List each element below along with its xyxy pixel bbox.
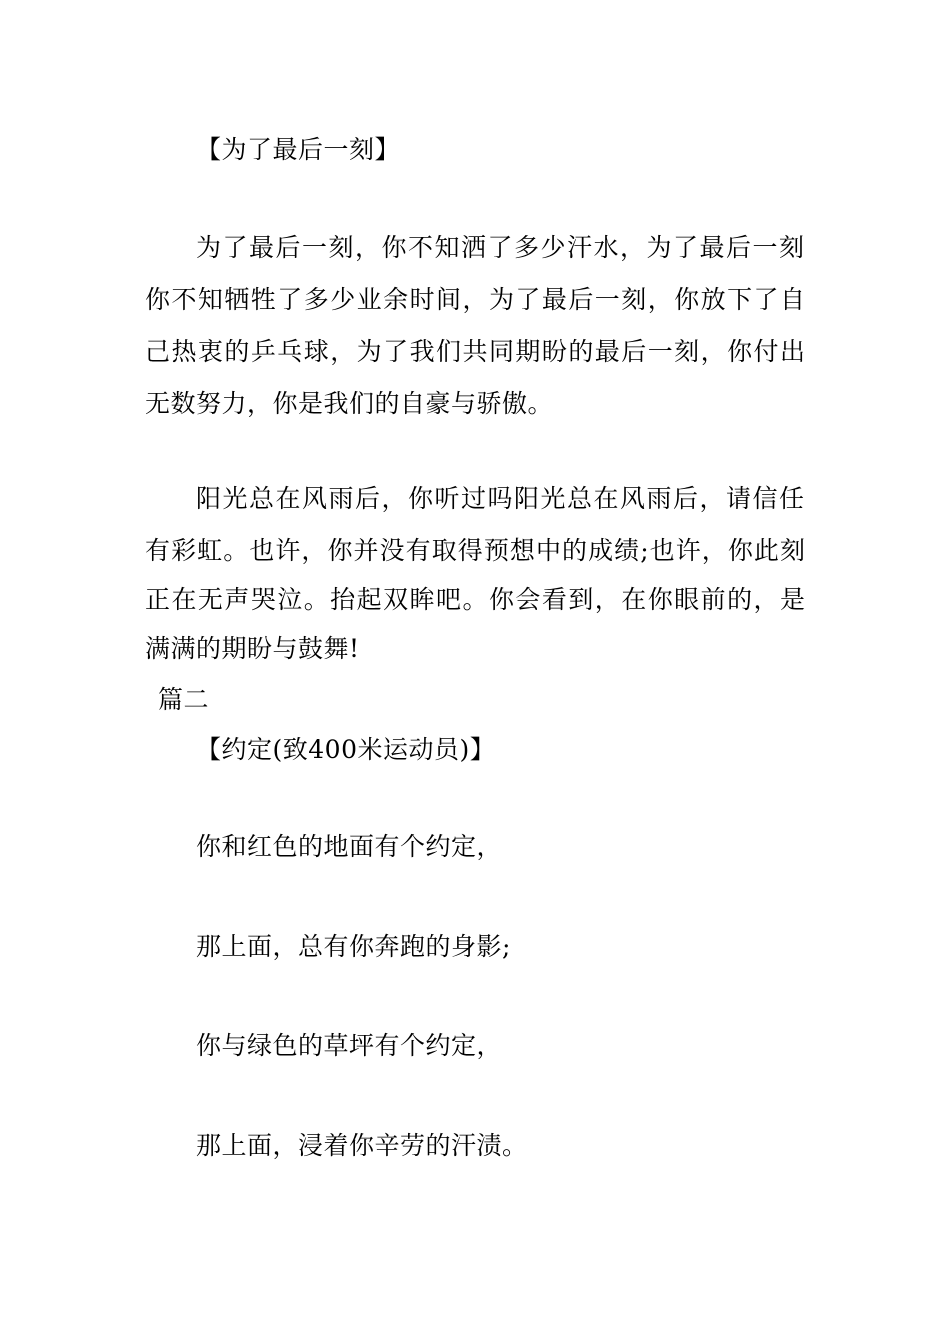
poem-line-3: 你与绿色的草坪有个约定， — [196, 1031, 503, 1060]
poem-line-1: 你和红色的地面有个约定， — [196, 832, 503, 861]
paragraph1-line-4: 无数努力，你是我们的自豪与骄傲。 — [145, 389, 554, 418]
section2-title: 【约定(致400米运动员)】 — [196, 735, 496, 764]
paragraph1-line-3: 己热衷的乒乓球，为了我们共同期盼的最后一刻，你付出 — [145, 337, 805, 366]
poem-line-2: 那上面，总有你奔跑的身影; — [196, 932, 511, 961]
section1-title: 【为了最后一刻】 — [196, 135, 401, 164]
poem-line-4: 那上面，浸着你辛劳的汗渍。 — [196, 1131, 528, 1160]
paragraph1-line-2: 你不知牺牲了多少业余时间，为了最后一刻，你放下了自 — [145, 285, 805, 314]
paragraph2-line-4: 满满的期盼与鼓舞! — [145, 634, 360, 663]
paragraph2-line-1: 阳光总在风雨后，你听过吗阳光总在风雨后，请信任 — [196, 484, 804, 513]
paragraph2-line-2: 有彩虹。也许，你并没有取得预想中的成绩;也许，你此刻 — [145, 536, 805, 565]
section2-label: 篇二 — [158, 685, 210, 714]
paragraph1-line-1: 为了最后一刻，你不知洒了多少汗水，为了最后一刻 — [196, 233, 804, 262]
paragraph2-line-3: 正在无声哭泣。抬起双眸吧。你会看到，在你眼前的，是 — [145, 585, 805, 614]
